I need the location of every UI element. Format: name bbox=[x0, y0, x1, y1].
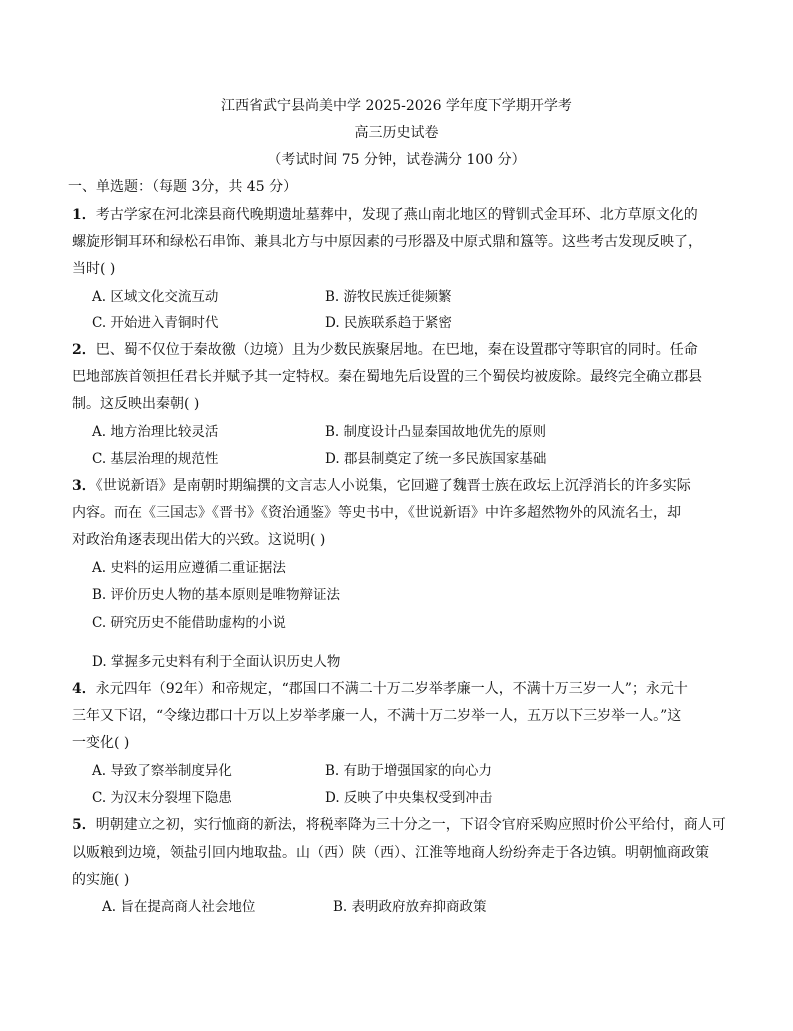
question-4-line-3: 一变化( ) bbox=[72, 735, 130, 751]
question-2-line-3: 制。这反映出秦朝( ) bbox=[72, 396, 200, 412]
option-c: C. 为汉末分裂埋下隐患 bbox=[92, 790, 232, 806]
question-text: 明朝建立之初，实行恤商的新法，将税率降为三十分之一，下诏令官府采购应照时价公平给付，商人可 bbox=[95, 817, 726, 833]
question-number: 4． bbox=[72, 681, 96, 697]
option-b: B. 制度设计凸显秦国故地优先的原则 bbox=[325, 424, 547, 440]
option-b: B. 游牧民族迁徙频繁 bbox=[325, 289, 452, 305]
question-text: 考古学家在河北滦县商代晚期遗址墓葬中，发现了燕山南北地区的臂钏式金耳环、北方草原文化的 bbox=[95, 207, 698, 223]
question-4-line-2: 三年又下诏，“令缘边郡口十万以上岁举孝廉一人，不满十万二岁举一人，五万以下三岁举一人。”这 bbox=[72, 708, 682, 724]
option-a: A. 区域文化交流互动 bbox=[92, 289, 219, 305]
question-5-line-1 bbox=[72, 815, 732, 835]
option-a: A. 旨在提高商人社会地位 bbox=[102, 899, 256, 915]
option-d: D. 民族联系趋于紧密 bbox=[325, 315, 452, 331]
exam-title: 江西省武宁县尚美中学 2025-2026 学年度下学期开学考 bbox=[221, 98, 572, 114]
option-b: B. 表明政府放弃抑商政策 bbox=[333, 899, 487, 915]
section-heading: 一、单选题：（每题 3分，共 45 分） bbox=[68, 179, 298, 195]
option-a: A. 史料的运用应遵循二重证据法 bbox=[92, 560, 286, 576]
option-c: C. 基层治理的规范性 bbox=[92, 451, 219, 467]
option-d: D. 郡县制奠定了统一多民族国家基础 bbox=[325, 451, 547, 467]
option-a: A. 导致了察举制度异化 bbox=[92, 763, 232, 779]
question-number: 2． bbox=[72, 342, 96, 358]
option-d: D. 反映了中央集权受到冲击 bbox=[325, 790, 493, 806]
question-number: 5． bbox=[72, 817, 96, 833]
question-number: 3． bbox=[72, 478, 96, 494]
exam-info: （考试时间 75 分钟，试卷满分 100 分） bbox=[267, 152, 526, 168]
option-b: B. 评价历史人物的基本原则是唯物辩证法 bbox=[92, 587, 341, 603]
option-d: D. 掌握多元史料有利于全面认识历史人物 bbox=[92, 654, 341, 670]
option-c: C. 开始进入青铜时代 bbox=[92, 315, 219, 331]
question-1-line-3: 当时( ) bbox=[72, 261, 116, 277]
question-text: 《世说新语》是南朝时期编撰的文言志人小说集，它回避了魏晋士族在政坛上沉浮消长的许多实际 bbox=[95, 478, 691, 494]
question-5-line-3: 的实施( ) bbox=[72, 872, 130, 888]
exam-subtitle: 高三历史试卷 bbox=[354, 125, 439, 141]
option-b: B. 有助于增强国家的向心力 bbox=[325, 763, 493, 779]
question-3-line-2: 内容。而在《三国志》《晋书》《资治通鉴》等史书中，《世说新语》中许多超然物外的风流名士，却 bbox=[72, 505, 681, 521]
question-3-line-3: 对政治角逐表现出偌大的兴致。这说明( ) bbox=[72, 532, 326, 548]
question-1-line-1 bbox=[72, 205, 732, 225]
option-a: A. 地方治理比较灵活 bbox=[92, 424, 219, 440]
question-2-line-2: 巴地部族首领担任君长并赋予其一定特权。秦在蜀地先后设置的三个蜀侯均被废除。最终完全确立郡县 bbox=[72, 369, 702, 385]
question-text: 巴、蜀不仅位于秦故徼（边境）且为少数民族聚居地。在巴地，秦在设置郡守等职官的同时。任命 bbox=[95, 342, 698, 358]
question-2-line-1 bbox=[72, 340, 732, 360]
question-text: 永元四年（92年）和帝规定，“郡国口不满二十万二岁举孝廉一人，不满十万三岁一人”；永元十 bbox=[95, 681, 688, 697]
question-3-line-1 bbox=[72, 476, 732, 496]
question-number: 1． bbox=[72, 207, 96, 223]
question-4-line-1 bbox=[72, 679, 732, 699]
option-c: C. 研究历史不能借助虚构的小说 bbox=[92, 615, 286, 631]
question-1-line-2: 螺旋形铜耳环和绿松石串饰、兼具北方与中原因素的弓形器及中原式鼎和簋等。这些考古发现反映了， bbox=[72, 234, 702, 250]
question-5-line-2: 以贩粮到边境，领盐引回内地取盐。山（西）陕（西）、江淮等地商人纷纷奔走于各边镇。明朝恤商政策 bbox=[72, 845, 709, 861]
